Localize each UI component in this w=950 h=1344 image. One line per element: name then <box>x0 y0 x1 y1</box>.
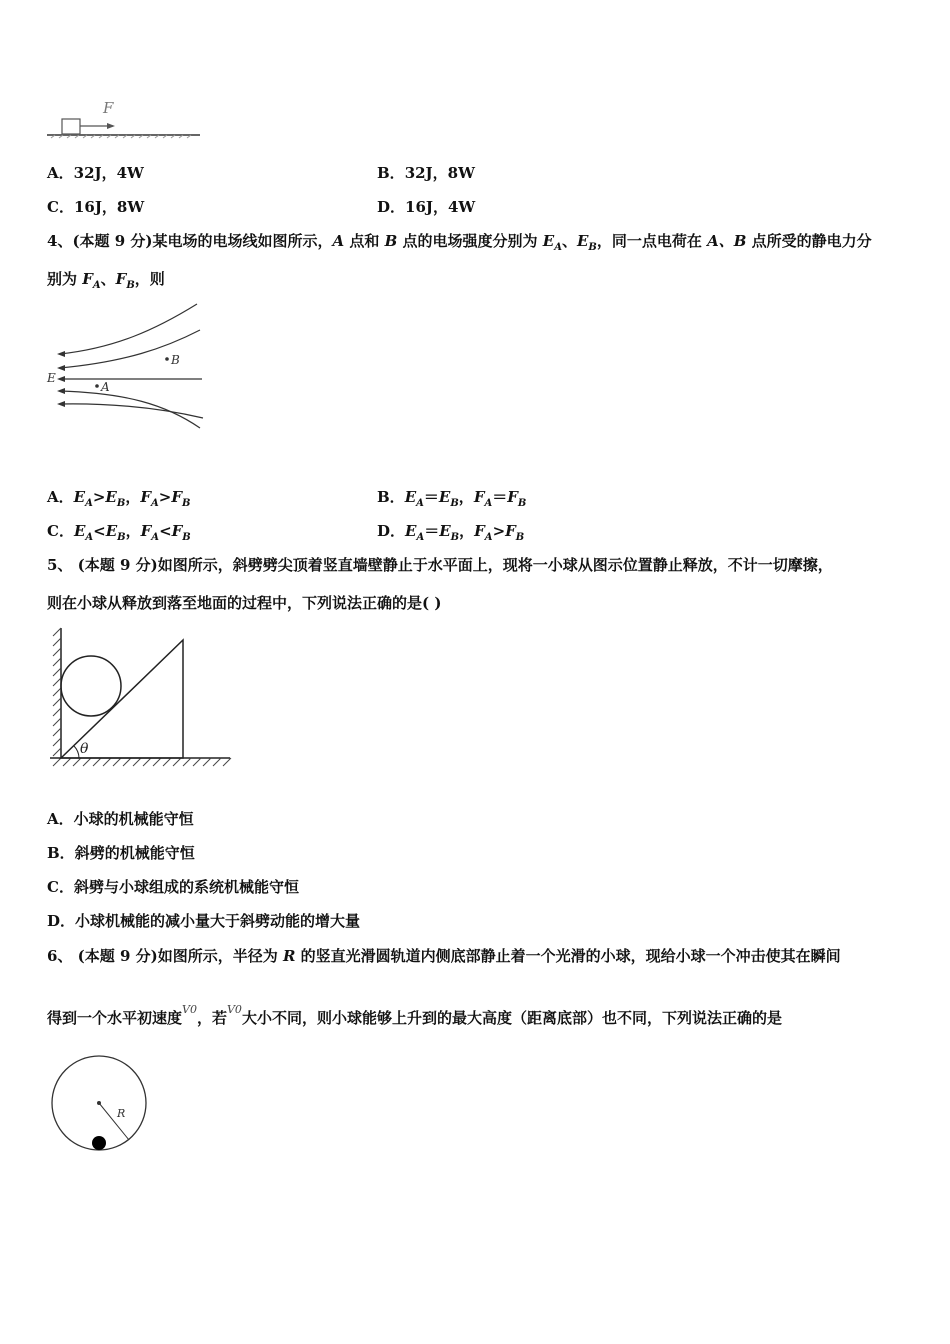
block <box>62 119 80 134</box>
point-b-label: B <box>171 353 180 367</box>
q5-option-c: C．斜劈与小球组成的系统机械能守恒 <box>47 878 299 896</box>
q5-wedge-figure <box>45 622 235 772</box>
q5-option-b: B．斜劈的机械能守恒 <box>47 844 195 862</box>
field-e-label: E <box>47 371 56 385</box>
q6-circle-figure <box>45 1052 155 1157</box>
q3-figure <box>45 98 205 143</box>
q3-option-d: D．16J，4W <box>377 198 476 216</box>
q4-field-figure <box>45 300 215 430</box>
small-ball <box>92 1136 106 1150</box>
q4-option-a: A．$E_A>E_B$，$F_A>F_B$ <box>47 488 191 509</box>
q4-option-c: C．$E_A<E_B$，$F_A<F_B$ <box>47 522 191 543</box>
q6-stem-line1: 6、 (本题 9 分)如图所示，半径为 R 的竖直光滑圆轨道内侧底部静止着一个光滑的小球，现给小球一个冲击使其在瞬间 <box>47 947 841 965</box>
q4-stem-line2: 别为 $F_A$、$F_B$，则 <box>47 270 165 291</box>
v0-symbol: V0 <box>182 1003 197 1016</box>
ball <box>61 656 121 716</box>
q4-stem-line1: 4、(本题 9 分)某电场的电场线如图所示，A 点和 B 点的电场强度分别为 $E_A$、$E_B$，同一点电荷在 A、B 点所受的静电力分 <box>47 232 872 253</box>
v0-symbol-2: V0 <box>226 1003 242 1016</box>
q5-stem-line2: 则在小球从释放到落至地面的过程中，下列说法正确的是( ) <box>47 594 442 612</box>
q3-option-c: C．16J，8W <box>47 198 145 216</box>
point-a-label: A <box>101 380 110 394</box>
radius-label: R <box>117 1107 126 1120</box>
q4-option-b: B．$E_A=E_B$，$F_A=F_B$ <box>377 488 527 509</box>
theta-label: θ <box>80 741 89 757</box>
q5-stem-line1: 5、 (本题 9 分)如图所示，斜劈劈尖顶着竖直墙壁静止于水平面上，现将一小球从图示位置静止释放，不计一切摩擦， <box>47 556 833 574</box>
q3-option-a: A．32J，4W <box>47 164 144 182</box>
q5-option-a: A．小球的机械能守恒 <box>47 810 194 828</box>
force-label: F <box>103 99 114 117</box>
q5-option-d: D．小球机械能的减小量大于斜劈动能的增大量 <box>47 912 361 930</box>
q3-option-b: B．32J，8W <box>377 164 475 182</box>
q4-option-d: D．$E_A=E_B$，$F_A>F_B$ <box>377 522 525 543</box>
q6-stem-line2: 得到一个水平初速度$^{V0}$，若$^{V0}$大小不同，则小球能够上升到的最大高度（距离底部）也不同，下列说法正确的是 <box>47 1003 782 1027</box>
